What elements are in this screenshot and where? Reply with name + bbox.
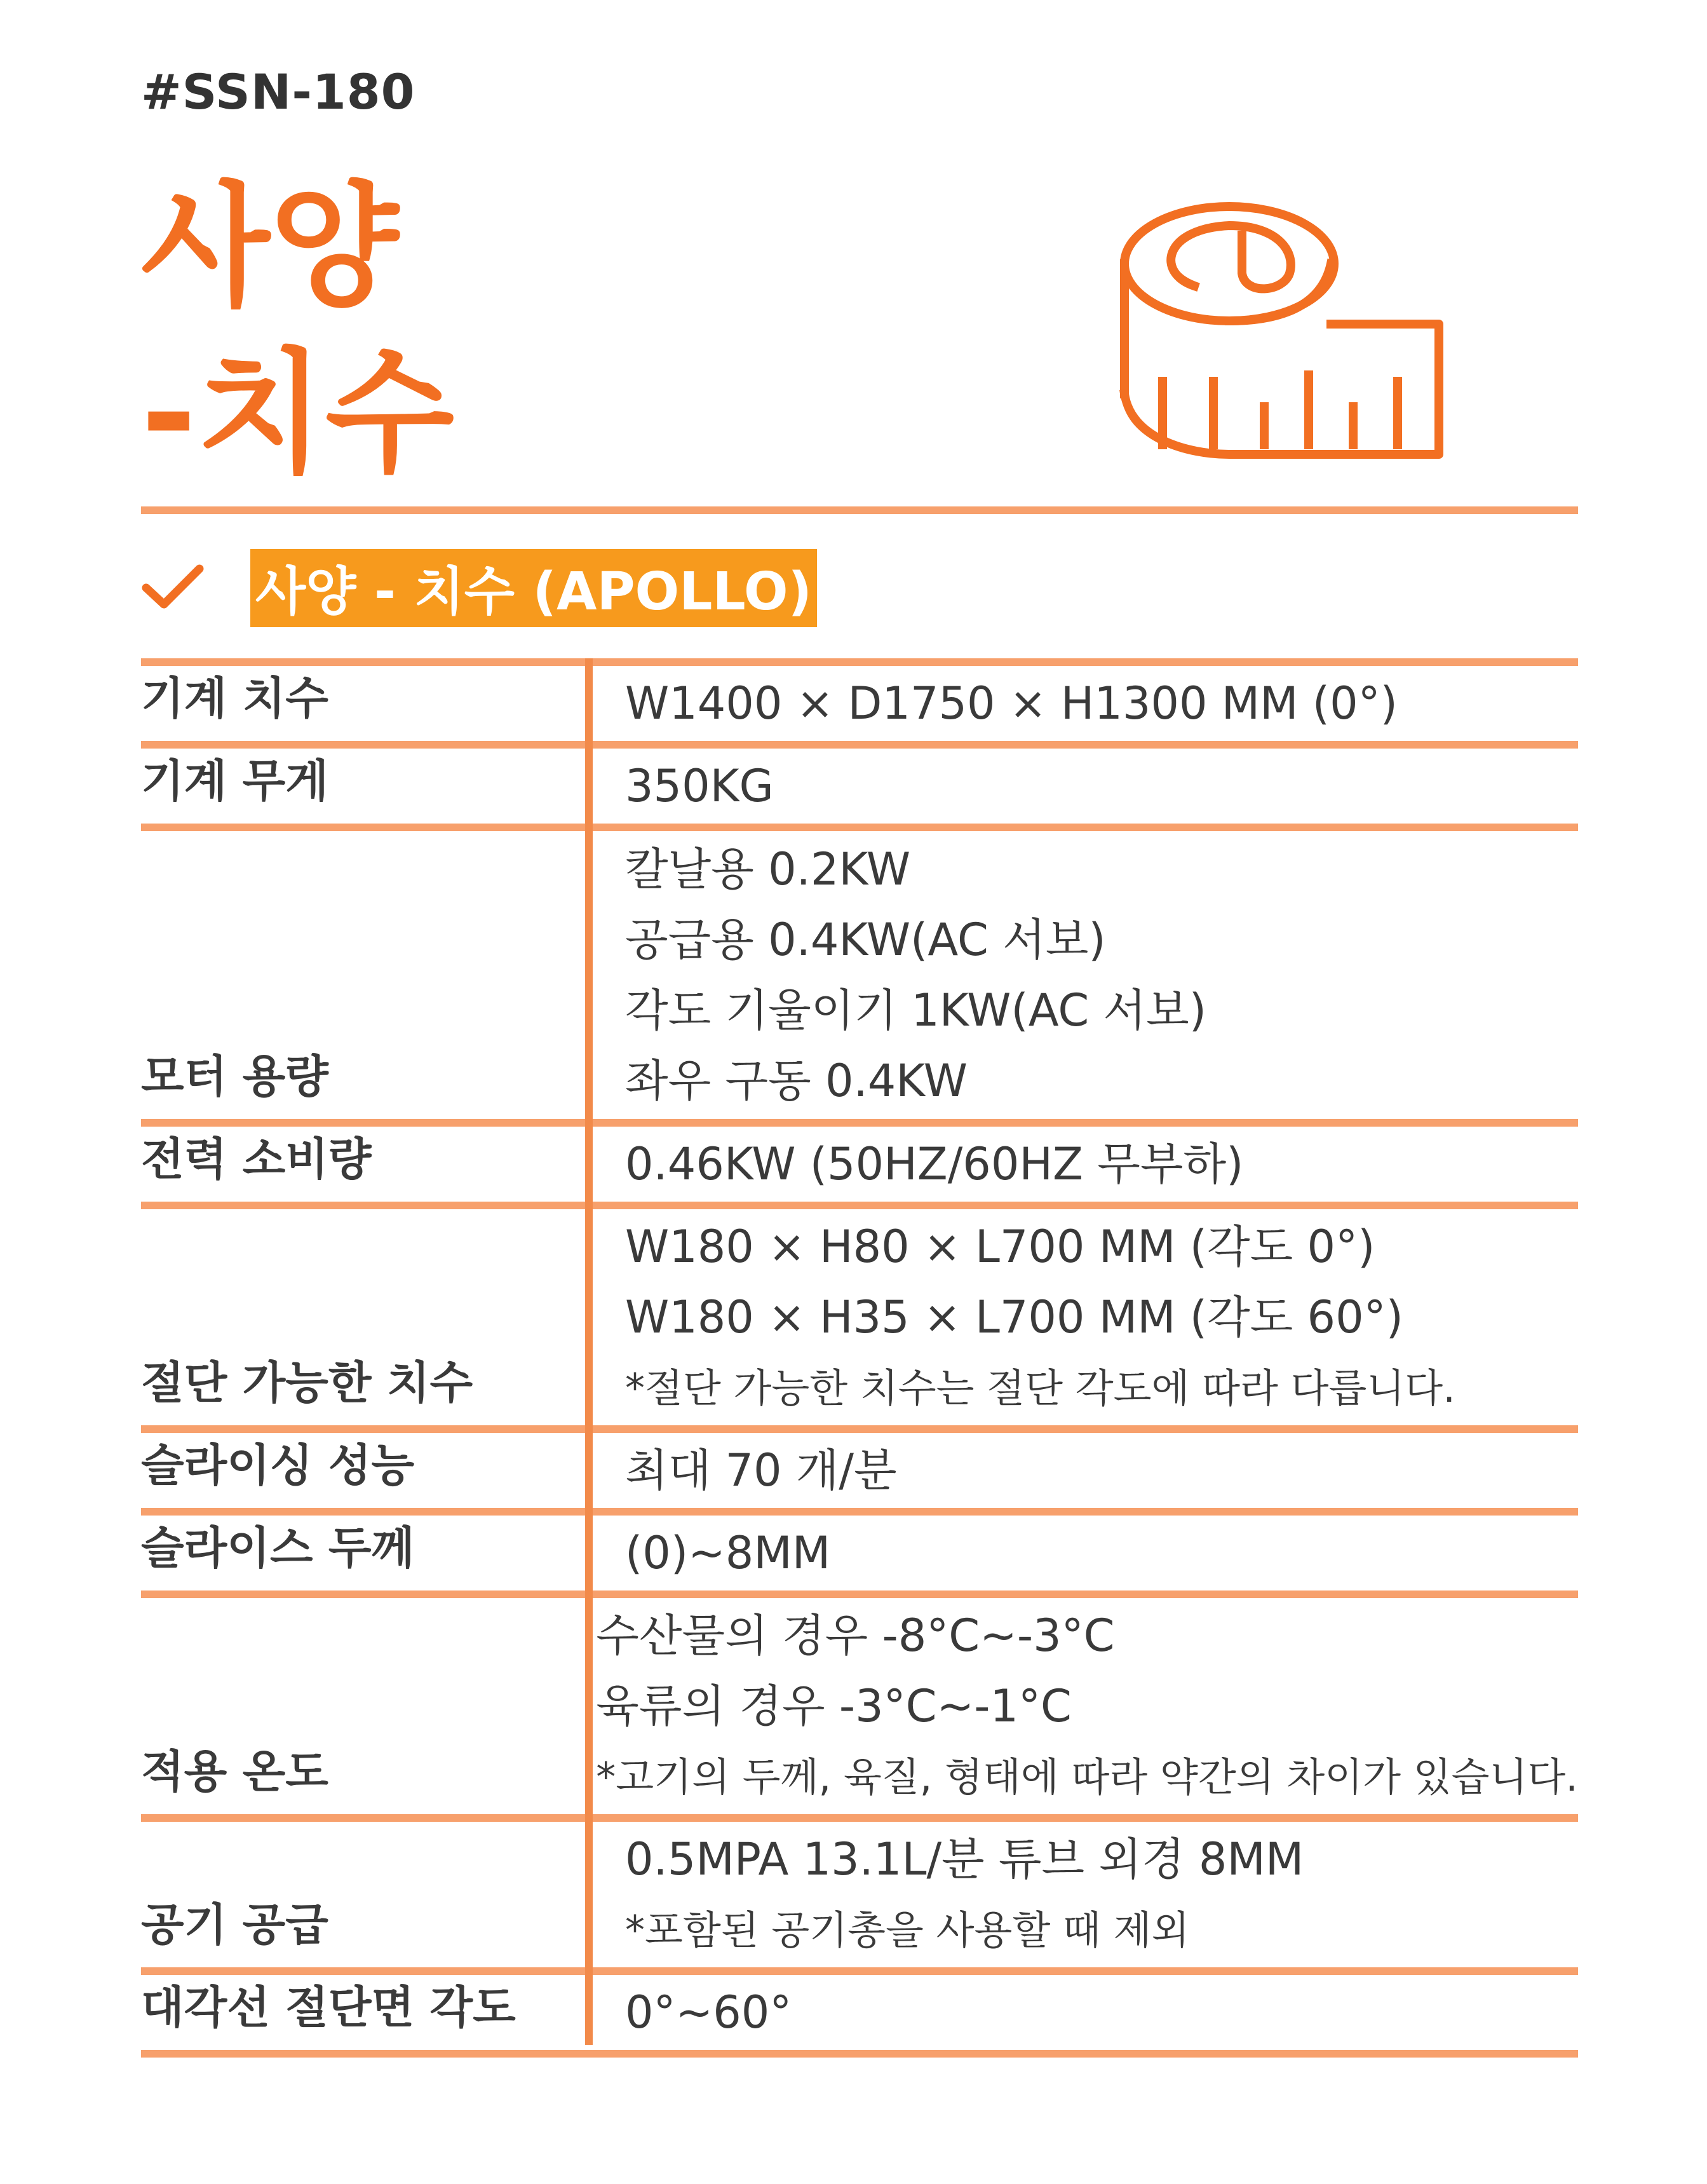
- spec-value-line: 0°~60°: [625, 1986, 792, 2038]
- title-line-1: 사양: [141, 169, 399, 325]
- spec-note: *절단 가능한 치수는 절단 각도에 따라 다릅니다.: [625, 1364, 1455, 1411]
- spec-value-line: 0.5MPA 13.1L/분 튜브 외경 8MM: [625, 1833, 1304, 1885]
- spec-row: [141, 1975, 1578, 2050]
- spec-value-line: W1400 × D1750 × H1300 MM (0°): [625, 677, 1398, 729]
- spec-value-line: 칼날용 0.2KW: [625, 843, 911, 895]
- spec-row: [141, 1516, 1578, 1591]
- spec-label: 기계 무게: [141, 755, 328, 807]
- spec-value-line: 좌우 구동 0.4KW: [625, 1054, 968, 1107]
- spec-label: 기계 치수: [141, 672, 328, 724]
- check-icon: [141, 562, 205, 613]
- spec-value: [592, 1516, 1578, 1591]
- spec-label: 슬라이싱 성능: [141, 1439, 415, 1491]
- row-divider: [141, 2050, 1578, 2058]
- spec-value: [592, 1822, 1578, 1967]
- row-divider: [141, 824, 1578, 831]
- spec-label: 전력 소비량: [141, 1133, 372, 1185]
- spec-value: [592, 1975, 1578, 2050]
- row-divider: [141, 741, 1578, 749]
- title-line-2: -치수: [141, 336, 454, 491]
- spec-label: 절단 가능한 치수: [141, 1357, 473, 1409]
- spec-value: [592, 1127, 1578, 1202]
- row-divider: [141, 1591, 1578, 1598]
- product-code: #SSN-180: [141, 64, 415, 120]
- row-divider: [141, 1814, 1578, 1822]
- spec-value: [592, 1209, 1578, 1425]
- spec-value-line: (0)~8MM: [625, 1526, 831, 1579]
- spec-label: 모터 용량: [141, 1050, 328, 1102]
- spec-label: 슬라이스 두께: [141, 1522, 415, 1574]
- spec-label: 적용 온도: [141, 1746, 328, 1798]
- spec-label: 공기 공급: [141, 1899, 328, 1951]
- spec-row: [141, 749, 1578, 824]
- spec-value-line: 350KG: [625, 759, 774, 812]
- spec-row: [141, 1598, 1578, 1814]
- spec-value-line: 0.46KW (50HZ/60HZ 무부하): [625, 1137, 1244, 1190]
- spec-value: [592, 666, 1578, 741]
- spec-row: [141, 1822, 1578, 1967]
- column-divider: [585, 658, 593, 2045]
- spec-label: 대각선 절단면 각도: [141, 1981, 516, 2033]
- spec-row: [141, 1127, 1578, 1202]
- measuring-tape-icon: [1118, 191, 1448, 470]
- row-divider: [141, 1202, 1578, 1209]
- spec-row: [141, 831, 1578, 1119]
- spec-value: [592, 749, 1578, 824]
- spec-value-line: 수산물의 경우 -8°C~-3°C: [596, 1609, 1115, 1662]
- spec-note: *고기의 두께, 육질, 형태에 따라 약간의 차이가 있습니다.: [596, 1753, 1578, 1800]
- spec-value: [563, 1598, 1578, 1814]
- spec-value-line: 최대 70 개/분: [625, 1444, 897, 1496]
- page-title: [141, 164, 454, 497]
- spec-row: [141, 1433, 1578, 1508]
- spec-row: [141, 666, 1578, 741]
- spec-value: [592, 1433, 1578, 1508]
- spec-row: [141, 1209, 1578, 1425]
- spec-value-line: 각도 기울이기 1KW(AC 서보): [625, 984, 1207, 1036]
- spec-table: [141, 658, 1578, 2058]
- spec-value-line: 육류의 경우 -3°C~-1°C: [596, 1679, 1072, 1732]
- section-title: 사양 - 치수 (APOLLO): [250, 549, 817, 627]
- spec-value-line: 공급용 0.4KW(AC 서보): [625, 913, 1106, 966]
- section-heading: [141, 553, 817, 623]
- spec-note: *포함된 공기총을 사용할 때 제외: [625, 1906, 1190, 1953]
- header-divider: [141, 506, 1578, 514]
- spec-value: [592, 831, 1578, 1119]
- spec-value-line: W180 × H35 × L700 MM (각도 60°): [625, 1291, 1403, 1343]
- row-divider: [141, 658, 1578, 666]
- spec-value-line: W180 × H80 × L700 MM (각도 0°): [625, 1220, 1375, 1273]
